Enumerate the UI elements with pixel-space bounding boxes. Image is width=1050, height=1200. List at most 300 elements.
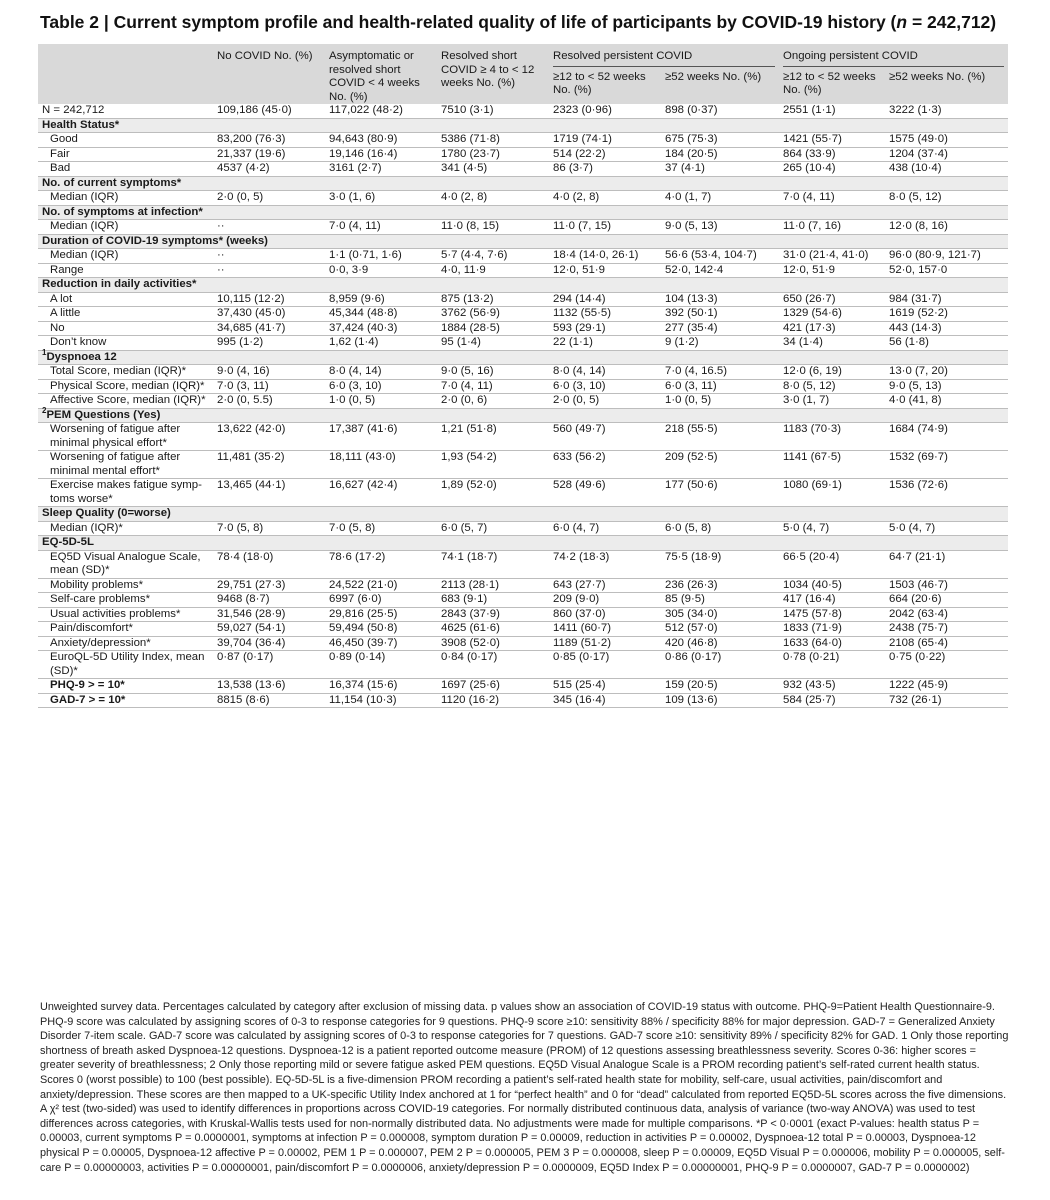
table-cell: 236 (26·3) — [661, 578, 779, 593]
table-cell: 39,704 (36·4) — [213, 636, 325, 651]
section-heading — [38, 234, 1008, 249]
section-heading — [38, 176, 1008, 191]
table-cell: 184 (20·5) — [661, 147, 779, 162]
title-n-variable: n — [896, 12, 908, 32]
table-cell: 2·0 (0, 5.5) — [213, 394, 325, 409]
table-cell: 3762 (56·9) — [437, 307, 549, 322]
table-cell: 13,538 (13·6) — [213, 679, 325, 694]
table-cell: 294 (14·4) — [549, 292, 661, 307]
row-label: Fair — [38, 147, 213, 162]
table-cell: 6·0 (3, 10) — [549, 379, 661, 394]
table-cell: 528 (49·6) — [549, 479, 661, 507]
table-title — [40, 12, 996, 33]
row-label: Mobility problems* — [38, 578, 213, 593]
table-cell: 875 (13·2) — [437, 292, 549, 307]
table-cell: 2551 (1·1) — [779, 104, 885, 118]
table-cell: 59,494 (50·8) — [325, 622, 437, 637]
table-cell: 898 (0·37) — [661, 104, 779, 118]
table-row — [38, 451, 1008, 479]
table-cell: 417 (16·4) — [779, 593, 885, 608]
table-cell: 512 (57·0) — [661, 622, 779, 637]
table-cell: 0·0, 3·9 — [325, 263, 437, 278]
table-cell: 3·0 (1, 6) — [325, 191, 437, 206]
table-row — [38, 379, 1008, 394]
table-row — [38, 479, 1008, 507]
table-cell: 1780 (23·7) — [437, 147, 549, 162]
table-cell: 345 (16·4) — [549, 693, 661, 708]
row-label: Usual activities problems* — [38, 607, 213, 622]
table-cell: 1475 (57·8) — [779, 607, 885, 622]
table-cell: 1697 (25·6) — [437, 679, 549, 694]
table-cell: 12·0 (6, 19) — [779, 365, 885, 380]
table-cell: 16,374 (15·6) — [325, 679, 437, 694]
row-label: Affective Score, median (IQR)* — [38, 394, 213, 409]
table-cell: 593 (29·1) — [549, 321, 661, 336]
table-cell: 421 (17·3) — [779, 321, 885, 336]
table-cell: 56·6 (53·4, 104·7) — [661, 249, 779, 264]
table-cell: 1329 (54·6) — [779, 307, 885, 322]
table-cell: 83,200 (76·3) — [213, 133, 325, 148]
table-cell: ·· — [213, 263, 325, 278]
header-op-52: ≥52 weeks No. (%) — [885, 69, 1008, 104]
table-cell: 8·0 (5, 12) — [779, 379, 885, 394]
table-cell: 22 (1·1) — [549, 336, 661, 351]
section-row — [38, 176, 1008, 191]
table-cell: 675 (75·3) — [661, 133, 779, 148]
table-cell: 13,622 (42·0) — [213, 423, 325, 451]
row-label: PHQ-9 > = 10* — [38, 679, 213, 694]
table-cell: 2113 (28·1) — [437, 578, 549, 593]
section-row — [38, 278, 1008, 293]
table-row — [38, 636, 1008, 651]
table-cell: 8·0 (4, 14) — [325, 365, 437, 380]
header-asymptomatic: Asymptomatic or resolved short COVID < 4 weeks No. (%) — [325, 44, 437, 104]
table-cell: 9·0 (5, 16) — [437, 365, 549, 380]
section-row — [38, 507, 1008, 522]
table-cell: 1,62 (1·4) — [325, 336, 437, 351]
table-cell: 6·0 (3, 11) — [661, 379, 779, 394]
table-cell: 514 (22·2) — [549, 147, 661, 162]
table-cell: 31,546 (28·9) — [213, 607, 325, 622]
table-cell: 5·0 (4, 7) — [779, 521, 885, 536]
table-cell: 86 (3·7) — [549, 162, 661, 177]
table-cell: 4·0 (2, 8) — [549, 191, 661, 206]
table-row — [38, 147, 1008, 162]
table-cell: 860 (37·0) — [549, 607, 661, 622]
row-label: Worsening of fatigue after minimal physical effort* — [38, 423, 213, 451]
table-cell: 683 (9·1) — [437, 593, 549, 608]
table-cell: 209 (52·5) — [661, 451, 779, 479]
table-cell: 2·0 (0, 6) — [437, 394, 549, 409]
table-cell: 11·0 (8, 15) — [437, 220, 549, 235]
table-cell: 584 (25·7) — [779, 693, 885, 708]
row-label: Range — [38, 263, 213, 278]
table-cell: 4·0 (2, 8) — [437, 191, 549, 206]
section-heading — [38, 507, 1008, 522]
row-label: Physical Score, median (IQR)* — [38, 379, 213, 394]
row-label: Median (IQR) — [38, 220, 213, 235]
table-row — [38, 133, 1008, 148]
table-row — [38, 307, 1008, 322]
table-cell: 6·0 (3, 10) — [325, 379, 437, 394]
table-cell: 1222 (45·9) — [885, 679, 1008, 694]
header-resolved-persistent-label: Resolved persistent COVID — [553, 50, 775, 67]
header-no-covid: No COVID No. (%) — [213, 44, 325, 104]
table-cell: 2323 (0·96) — [549, 104, 661, 118]
table-cell: 209 (9·0) — [549, 593, 661, 608]
table-cell: 34 (1·4) — [779, 336, 885, 351]
table-cell: 932 (43·5) — [779, 679, 885, 694]
table-cell: 1619 (52·2) — [885, 307, 1008, 322]
table-cell: 1·1 (0·71, 1·6) — [325, 249, 437, 264]
table-cell: 7·0 (5, 8) — [325, 521, 437, 536]
table-row — [38, 578, 1008, 593]
table-cell: 4·0, 11·9 — [437, 263, 549, 278]
section-heading — [38, 347, 1008, 365]
table-row — [38, 162, 1008, 177]
row-label: GAD-7 > = 10* — [38, 693, 213, 708]
section-heading-text: No. of current symptoms* — [42, 176, 182, 189]
table-cell: 21,337 (19·6) — [213, 147, 325, 162]
table-cell: 8·0 (4, 14) — [549, 365, 661, 380]
table-cell: 6997 (6·0) — [325, 593, 437, 608]
table-cell: 2042 (63·4) — [885, 607, 1008, 622]
table-row — [38, 321, 1008, 336]
table-cell: 0·89 (0·14) — [325, 651, 437, 679]
table-cell: 1183 (70·3) — [779, 423, 885, 451]
table-cell: 3161 (2·7) — [325, 162, 437, 177]
table-cell: 305 (34·0) — [661, 607, 779, 622]
section-heading-text: EQ-5D-5L — [42, 536, 94, 548]
table-cell: 46,450 (39·7) — [325, 636, 437, 651]
header-ongoing-persistent — [779, 44, 1008, 69]
table-row — [38, 423, 1008, 451]
table-cell: 10,115 (12·2) — [213, 292, 325, 307]
table-cell: 78·4 (18·0) — [213, 550, 325, 578]
table-cell: 7·0 (3, 11) — [213, 379, 325, 394]
table-cell: 16,627 (42·4) — [325, 479, 437, 507]
table-row — [38, 521, 1008, 536]
section-heading-text: No. of symptoms at infection* — [42, 205, 203, 218]
table-cell: 11·0 (7, 15) — [549, 220, 661, 235]
table-cell: 650 (26·7) — [779, 292, 885, 307]
header-resolved-short: Resolved short COVID ≥ 4 to < 12 weeks No. (%) — [437, 44, 549, 104]
row-label: EuroQL-5D Utility Index, mean (SD)* — [38, 651, 213, 679]
section-row — [38, 408, 1008, 423]
table-cell: 0·84 (0·17) — [437, 651, 549, 679]
section-heading-text: Dyspnoea 12 — [46, 350, 117, 363]
section-heading-text: PEM Questions (Yes) — [46, 408, 161, 421]
row-label: Self-care problems* — [38, 593, 213, 608]
table-cell: 12·0, 51·9 — [549, 263, 661, 278]
footnote-text: Unweighted survey data. Percentages calculated by category after exclusion of missing data. p values show an association of COVID-19 status with outcome. PHQ-9=Patient Health Questionnaire-9. PHQ-9 score was calculated by assigning scores of 0-3 to response categories for 9 questions. PHQ-9 score ≥10: sensitivity 88% / specificity 88% for major depression. GAD-7 = Generalized Anxiety Disorder 7-item scale. GAD-7 score was calculated by assigning scores of 0-3 to response categories for 7 questions. GAD-7 score ≥10: sensitivity 89% / specificity 82% for GAD. 1 Only those reporting shortness of breath asked Dyspnoea-12 questions. Dyspnoea-12 is a patient reported outcome measure (PROM) of 12 questions assessing breathlessness severity. Scores 0-36: higher scores = greater severity of breathlessness; 2 Only those reporting mild or severe fatigue asked PEM questions. EQ5D Visual Analogue Scale is a PROM recording patient’s self-rated current health status. Scores 0 (worst possible) to 100 (best possible). EQ-5D-5L is a five-dimension PROM recording a patient’s self-rated health state for mobility, self-care, usual activities, pain/discomfort and anxiety/depression. These scores are then mapped to a UK-specific Utility Index anchored at 1 for “perfect health” and 0 for “dead” calculated from reported EQ5D-5L scores across the five dimensions. A χ² test (two-sided) was used to identify differences in proportions across COVID-19 categories. For normally distributed continuous data, analysis of variance (two-way ANOVA) was used to test differences across categories, with Kruskal-Wallis tests used for non-normally distributed data. No adjustments were made for multiple comparisons. *P < 0·0001 (exact P-values: health status P = 0.00003, current symptoms P = 0.0000001, symptoms at infection P = 0.000008, symptom duration P = 0.00009, reduction in activities P = 0.00002, Dyspnoea-12 total P = 0.00003, Dyspnoea-12 physical P = 0.00005, Dyspnoea-12 affective P = 0.00002, PEM 1 P = 0.000007, PEM 2 P = 0.000005, PEM 3 P = 0.000008, sleep P = 0.00009, EQ5D Visual P = 0.000006, mobility P = 0.000005, self-care P = 0.00000003, activities P = 0.00000001, pain/discomfort P = 0.0000006, anxiety/depression P = 0.0000009, EQ5D Index P = 0.00000001, PHQ-9 P = 0.0000007, GAD-7 P = 0.0000002) — [40, 1001, 1009, 1174]
table-cell: 18,111 (43·0) — [325, 451, 437, 479]
table-cell: 2·0 (0, 5) — [549, 394, 661, 409]
section-row — [38, 350, 1008, 365]
section-heading — [38, 405, 1008, 423]
table-cell: 2108 (65·4) — [885, 636, 1008, 651]
table-cell: 218 (55·5) — [661, 423, 779, 451]
table-cell: 24,522 (21·0) — [325, 578, 437, 593]
table-cell: 438 (10·4) — [885, 162, 1008, 177]
table-cell: 7·0 (4, 11) — [779, 191, 885, 206]
table-cell: 9·0 (5, 13) — [885, 379, 1008, 394]
table-cell: ·· — [213, 220, 325, 235]
table-cell: 0·85 (0·17) — [549, 651, 661, 679]
table-cell: 5386 (71·8) — [437, 133, 549, 148]
table-cell: 37,430 (45·0) — [213, 307, 325, 322]
row-label: Worsening of fatigue after minimal mental effort* — [38, 451, 213, 479]
table-cell: 52·0, 157·0 — [885, 263, 1008, 278]
table-cell: 1833 (71·9) — [779, 622, 885, 637]
table-row — [38, 607, 1008, 622]
table-cell: 995 (1·2) — [213, 336, 325, 351]
section-row — [38, 536, 1008, 551]
section-heading — [38, 205, 1008, 220]
row-label: Median (IQR) — [38, 249, 213, 264]
table-cell: 732 (26·1) — [885, 693, 1008, 708]
table-cell: 1684 (74·9) — [885, 423, 1008, 451]
table-cell: 8,959 (9·6) — [325, 292, 437, 307]
table-cell: 29,751 (27·3) — [213, 578, 325, 593]
table-cell: 392 (50·1) — [661, 307, 779, 322]
row-label: Bad — [38, 162, 213, 177]
table-cell: 19,146 (16·4) — [325, 147, 437, 162]
table-row — [38, 593, 1008, 608]
table-cell: 12·0, 51·9 — [779, 263, 885, 278]
table-cell: 7510 (3·1) — [437, 104, 549, 118]
table-row — [38, 394, 1008, 409]
table-cell: 0·87 (0·17) — [213, 651, 325, 679]
table-cell: 1·0 (0, 5) — [325, 394, 437, 409]
table-cell: 1532 (69·7) — [885, 451, 1008, 479]
header-rp-12-52: ≥12 to < 52 weeks No. (%) — [549, 69, 661, 104]
table-cell: 12·0 (8, 16) — [885, 220, 1008, 235]
row-label: N = 242,712 — [38, 104, 213, 118]
section-row — [38, 205, 1008, 220]
table-cell: 1536 (72·6) — [885, 479, 1008, 507]
table-row — [38, 249, 1008, 264]
table-cell: 85 (9·5) — [661, 593, 779, 608]
table-cell: ·· — [213, 249, 325, 264]
table-cell: 29,816 (25·5) — [325, 607, 437, 622]
table-row — [38, 263, 1008, 278]
row-label: Pain/discomfort* — [38, 622, 213, 637]
table-cell: 1141 (67·5) — [779, 451, 885, 479]
table-cell: 1204 (37·4) — [885, 147, 1008, 162]
row-label: Median (IQR)* — [38, 521, 213, 536]
section-heading-text: Health Status* — [42, 118, 120, 131]
table-cell: 74·2 (18·3) — [549, 550, 661, 578]
table-cell: 0·75 (0·22) — [885, 651, 1008, 679]
header-ongoing-persistent-label: Ongoing persistent COVID — [783, 50, 1004, 67]
table-row — [38, 651, 1008, 679]
table-cell: 4·0 (41, 8) — [885, 394, 1008, 409]
table-cell: 277 (35·4) — [661, 321, 779, 336]
table-cell: 11,481 (35·2) — [213, 451, 325, 479]
table-cell: 7·0 (4, 16.5) — [661, 365, 779, 380]
table-cell: 341 (4·5) — [437, 162, 549, 177]
table-cell: 37,424 (40·3) — [325, 321, 437, 336]
table-cell: 515 (25·4) — [549, 679, 661, 694]
table-cell: 11·0 (7, 16) — [779, 220, 885, 235]
row-label: Anxiety/depression* — [38, 636, 213, 651]
table-cell: 109,186 (45·0) — [213, 104, 325, 118]
row-label: Exercise makes fatigue symp-toms worse* — [38, 479, 213, 507]
table-cell: 1080 (69·1) — [779, 479, 885, 507]
table-cell: 56 (1·8) — [885, 336, 1008, 351]
table-row — [38, 336, 1008, 351]
table-row — [38, 191, 1008, 206]
table-cell: 3908 (52·0) — [437, 636, 549, 651]
table-cell: 4·0 (1, 7) — [661, 191, 779, 206]
section-heading-text: Reduction in daily activities* — [42, 278, 197, 290]
table-cell: 64·7 (21·1) — [885, 550, 1008, 578]
table-row — [38, 550, 1008, 578]
table-cell: 8·0 (5, 12) — [885, 191, 1008, 206]
table-row — [38, 220, 1008, 235]
table-cell: 75·5 (18·9) — [661, 550, 779, 578]
table-cell: 420 (46·8) — [661, 636, 779, 651]
section-heading — [38, 536, 1008, 551]
table-cell: 7·0 (4, 11) — [325, 220, 437, 235]
table-cell: 95 (1·4) — [437, 336, 549, 351]
table-cell: 1034 (40·5) — [779, 578, 885, 593]
section-footnote-marker: 1 — [42, 347, 47, 357]
table-row — [38, 292, 1008, 307]
table-cell: 1719 (74·1) — [549, 133, 661, 148]
table-cell: 4537 (4·2) — [213, 162, 325, 177]
table-cell: 6·0 (5, 7) — [437, 521, 549, 536]
header-label-column — [38, 44, 213, 104]
section-heading — [38, 278, 1008, 293]
table-cell: 1,93 (54·2) — [437, 451, 549, 479]
section-heading-text: Duration of COVID-19 symptoms* (weeks) — [42, 234, 268, 247]
table-cell: 59,027 (54·1) — [213, 622, 325, 637]
section-row — [38, 234, 1008, 249]
table-cell: 2843 (37·9) — [437, 607, 549, 622]
table-cell: 864 (33·9) — [779, 147, 885, 162]
table-cell: 4625 (61·6) — [437, 622, 549, 637]
table-cell: 443 (14·3) — [885, 321, 1008, 336]
table-cell: 31·0 (21·4, 41·0) — [779, 249, 885, 264]
table-row — [38, 104, 1008, 118]
table-footnote — [40, 1000, 1010, 1175]
results-table — [38, 44, 1008, 708]
table-cell: 2·0 (0, 5) — [213, 191, 325, 206]
table-cell: 5·7 (4·4, 7·6) — [437, 249, 549, 264]
table-cell: 9·0 (4, 16) — [213, 365, 325, 380]
table-cell: 1,21 (51·8) — [437, 423, 549, 451]
header-resolved-persistent — [549, 44, 779, 69]
table-cell: 34,685 (41·7) — [213, 321, 325, 336]
table-cell: 9468 (8·7) — [213, 593, 325, 608]
table-row — [38, 622, 1008, 637]
table-cell: 159 (20·5) — [661, 679, 779, 694]
section-heading — [38, 118, 1008, 133]
table-cell: 104 (13·3) — [661, 292, 779, 307]
table-row — [38, 679, 1008, 694]
table-cell: 6·0 (5, 8) — [661, 521, 779, 536]
table-cell: 664 (20·6) — [885, 593, 1008, 608]
header-op-12-52: ≥12 to < 52 weeks No. (%) — [779, 69, 885, 104]
table-cell: 45,344 (48·8) — [325, 307, 437, 322]
section-heading-text: Sleep Quality (0=worse) — [42, 507, 171, 519]
table-cell: 13·0 (7, 20) — [885, 365, 1008, 380]
table-row — [38, 365, 1008, 380]
row-label: EQ5D Visual Analogue Scale, mean (SD)* — [38, 550, 213, 578]
section-row — [38, 118, 1008, 133]
table-cell: 7·0 (5, 8) — [213, 521, 325, 536]
row-label: A little — [38, 307, 213, 322]
table-cell: 6·0 (4, 7) — [549, 521, 661, 536]
section-footnote-marker: 2 — [42, 405, 47, 415]
table-cell: 1503 (46·7) — [885, 578, 1008, 593]
title-text: Table 2 | Current symptom profile and health-related quality of life of participants by COVID-19 history ( — [40, 12, 897, 32]
table-cell: 96·0 (80·9, 121·7) — [885, 249, 1008, 264]
row-label: Good — [38, 133, 213, 148]
table-cell: 117,022 (48·2) — [325, 104, 437, 118]
table-cell: 984 (31·7) — [885, 292, 1008, 307]
table-row — [38, 693, 1008, 708]
row-label: Total Score, median (IQR)* — [38, 365, 213, 380]
row-label: A lot — [38, 292, 213, 307]
table-body — [38, 104, 1008, 708]
table-cell: 37 (4·1) — [661, 162, 779, 177]
table-cell: 5·0 (4, 7) — [885, 521, 1008, 536]
table-cell: 1120 (16·2) — [437, 693, 549, 708]
table-cell: 2438 (75·7) — [885, 622, 1008, 637]
row-label: Don’t know — [38, 336, 213, 351]
title-n-value: = 242,712) — [907, 12, 997, 32]
table-cell: 1575 (49·0) — [885, 133, 1008, 148]
table-cell: 0·86 (0·17) — [661, 651, 779, 679]
table-cell: 1,89 (52·0) — [437, 479, 549, 507]
table-cell: 8815 (8·6) — [213, 693, 325, 708]
table-cell: 1421 (55·7) — [779, 133, 885, 148]
table-cell: 9·0 (5, 13) — [661, 220, 779, 235]
table-cell: 52·0, 142·4 — [661, 263, 779, 278]
table-cell: 66·5 (20·4) — [779, 550, 885, 578]
table-cell: 633 (56·2) — [549, 451, 661, 479]
table-cell: 560 (49·7) — [549, 423, 661, 451]
table-cell: 1·0 (0, 5) — [661, 394, 779, 409]
table-cell: 1411 (60·7) — [549, 622, 661, 637]
table-cell: 7·0 (4, 11) — [437, 379, 549, 394]
table-cell: 1884 (28·5) — [437, 321, 549, 336]
row-label: No — [38, 321, 213, 336]
table-cell: 3222 (1·3) — [885, 104, 1008, 118]
table-cell: 78·6 (17·2) — [325, 550, 437, 578]
table-cell: 177 (50·6) — [661, 479, 779, 507]
table-cell: 94,643 (80·9) — [325, 133, 437, 148]
table-cell: 18·4 (14·0, 26·1) — [549, 249, 661, 264]
table-cell: 265 (10·4) — [779, 162, 885, 177]
table-cell: 13,465 (44·1) — [213, 479, 325, 507]
table-cell: 74·1 (18·7) — [437, 550, 549, 578]
table-cell: 11,154 (10·3) — [325, 693, 437, 708]
table-cell: 17,387 (41·6) — [325, 423, 437, 451]
header-rp-52: ≥52 weeks No. (%) — [661, 69, 779, 104]
table-cell: 0·78 (0·21) — [779, 651, 885, 679]
table-cell: 643 (27·7) — [549, 578, 661, 593]
table-cell: 9 (1·2) — [661, 336, 779, 351]
table-cell: 1132 (55·5) — [549, 307, 661, 322]
row-label: Median (IQR) — [38, 191, 213, 206]
table-cell: 1633 (64·0) — [779, 636, 885, 651]
table-cell: 1189 (51·2) — [549, 636, 661, 651]
table-cell: 109 (13·6) — [661, 693, 779, 708]
